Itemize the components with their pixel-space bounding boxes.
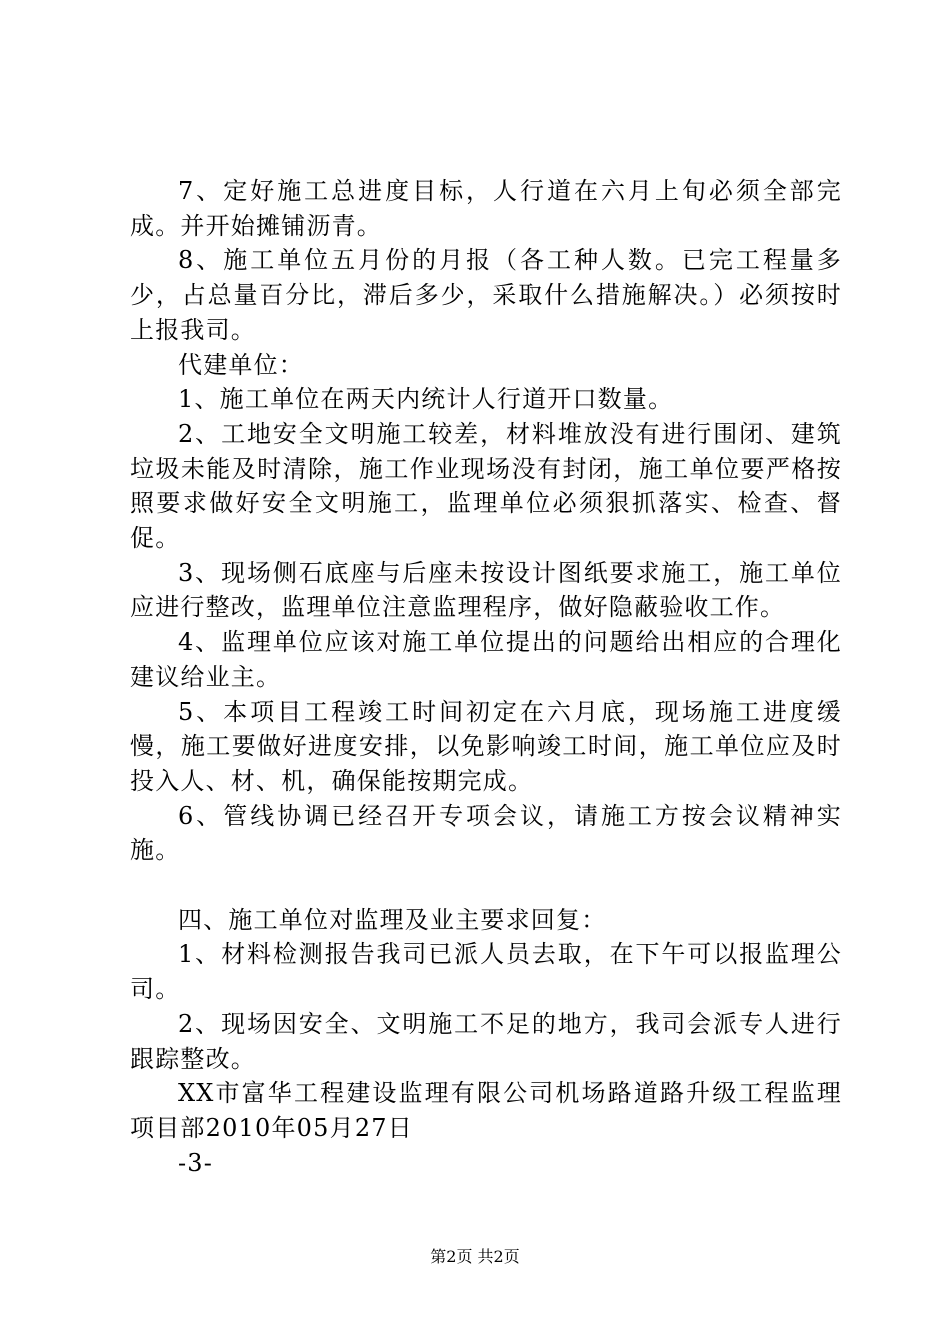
section-heading-contractor-reply: 四、施工单位对监理及业主要求回复： <box>178 905 607 934</box>
agent-item-4: 4、监理单位应该对施工单位提出的问题给出相应的合理化建议给业主。 <box>130 628 842 691</box>
paragraph-8-monthly-report: 8、施工单位五月份的月报（各工种人数。已完工程量多少，占总量百分比，滞后多少，采取什么措施解决。）必须按时上报我司。 <box>130 246 842 344</box>
document-body <box>130 174 842 1180</box>
section-heading-agent-unit: 代建单位： <box>178 350 304 379</box>
inner-page-number: -3- <box>178 1148 214 1177</box>
reply-item-1: 1、材料检测报告我司已派人员去取，在下午可以报监理公司。 <box>130 940 842 1004</box>
reply-item-2: 2、现场因安全、文明施工不足的地方，我司会派专人进行跟踪整改。 <box>130 1009 842 1073</box>
paragraph-7-schedule-goal: 7、定好施工总进度目标，人行道在六月上旬必须全部完成。并开始摊铺沥青。 <box>130 177 842 240</box>
agent-item-2: 2、工地安全文明施工较差，材料堆放没有进行围闭、建筑垃圾未能及时清除，施工作业现场没有封闭，施工单位要严格按照要求做好安全文明施工，监理单位必须狠抓落实、检查、督促。 <box>130 419 842 553</box>
agent-item-3: 3、现场侧石底座与后座未按设计图纸要求施工，施工单位应进行整改，监理单位注意监理程序，做好隐蔽验收工作。 <box>130 558 842 622</box>
page-footer: 第2页 共2页 <box>430 1247 520 1266</box>
agent-item-5: 5、本项目工程竣工时间初定在六月底，现场施工进度缓慢，施工要做好进度安排，以免影响竣工时间，施工单位应及时投入人、材、机，确保能按期完成。 <box>130 697 842 795</box>
agent-item-1: 1、施工单位在两天内统计人行道开口数量。 <box>178 385 674 414</box>
signature-line: XX市富华工程建设监理有限公司机场路道路升级工程监理项目部2010年05月27日 <box>130 1079 842 1142</box>
paragraph-spacer <box>130 868 842 903</box>
agent-item-6: 6、管线协调已经召开专项会议，请施工方按会议精神实施。 <box>130 801 842 865</box>
